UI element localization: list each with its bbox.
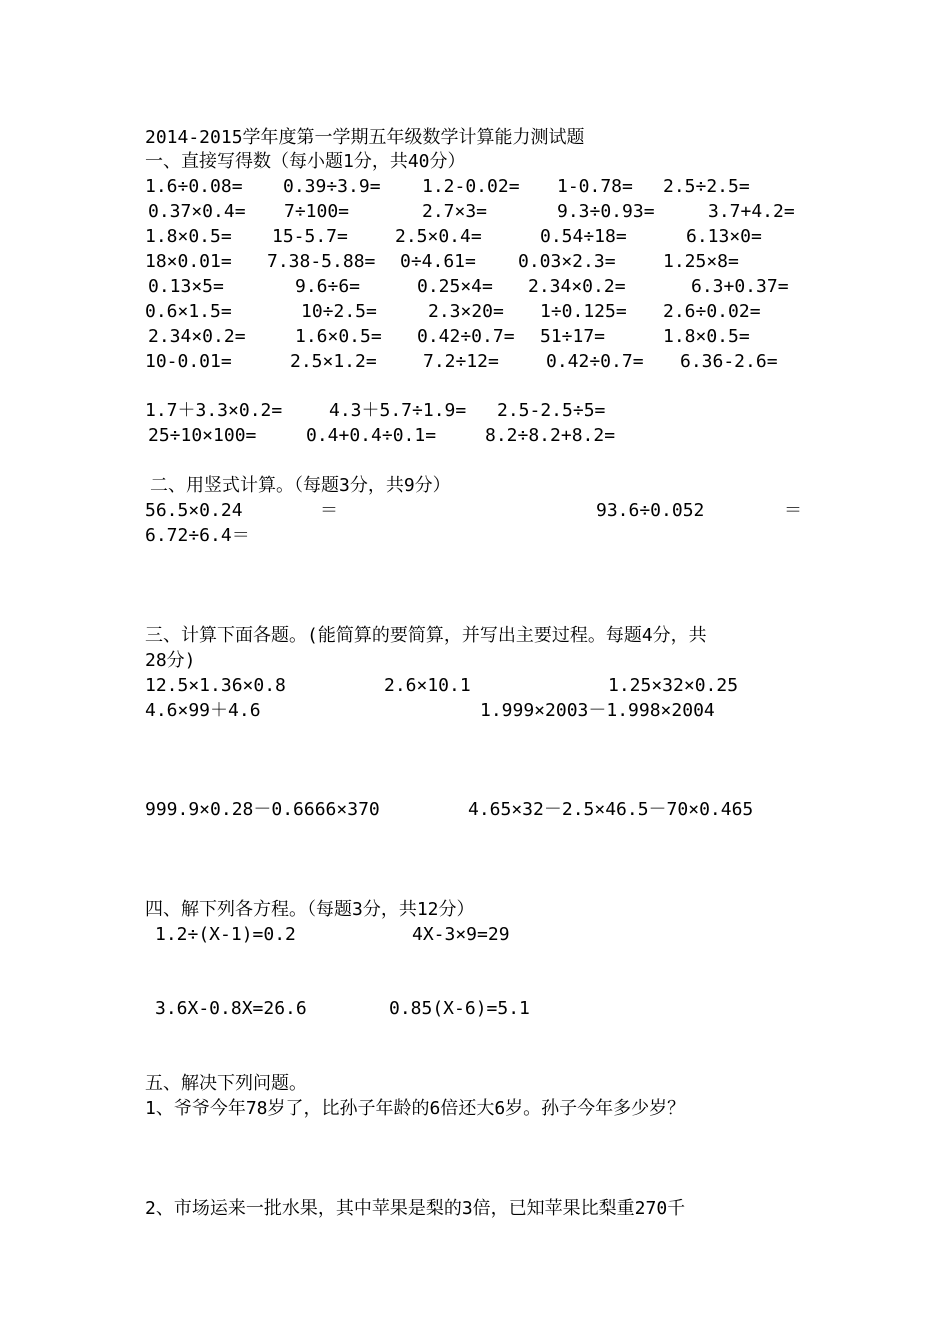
- section-3-heading: 三、计算下面各题。(能简算的要简算，并写出主要过程。每题4分，共: [145, 625, 707, 646]
- problem: 2.34×0.2=: [528, 276, 626, 297]
- problem: 56.5×0.24: [145, 500, 243, 521]
- problem: 2.7×3=: [422, 201, 488, 222]
- problem: 10÷2.5=: [301, 301, 377, 322]
- problem: 1.6÷0.08=: [145, 176, 243, 197]
- problem: 2.3×20=: [428, 301, 504, 322]
- problem: 0.4+0.4÷0.1=: [306, 425, 437, 446]
- problem: 0.37×0.4=: [148, 201, 246, 222]
- problem: 15-5.7=: [272, 226, 348, 247]
- problem: 4.6×99＋4.6: [145, 700, 261, 721]
- equals-sign: ＝: [320, 500, 338, 521]
- problem: 10-0.01=: [145, 351, 232, 372]
- problem: 2.6÷0.02=: [663, 301, 761, 322]
- problem: 6.13×0=: [686, 226, 762, 247]
- problem: 12.5×1.36×0.8: [145, 675, 286, 696]
- problem: 1.7＋3.3×0.2=: [145, 400, 283, 421]
- problem: 3.7+4.2=: [708, 201, 795, 222]
- problem: 4.65×32－2.5×46.5－70×0.465: [468, 799, 754, 820]
- problem: 0.13×5=: [148, 276, 224, 297]
- problem: 9.3÷0.93=: [557, 201, 655, 222]
- problem: 0.25×4=: [417, 276, 493, 297]
- problem: 1.25×8=: [663, 251, 739, 272]
- problem: 2.5-2.5÷5=: [497, 400, 606, 421]
- problem: 51÷17=: [540, 326, 606, 347]
- problem: 999.9×0.28－0.6666×370: [145, 799, 380, 820]
- equation: 0.85(X-6)=5.1: [389, 998, 530, 1019]
- problem: 0.39÷3.9=: [283, 176, 381, 197]
- problem: 1.25×32×0.25: [608, 675, 739, 696]
- problem: 93.6÷0.052: [596, 500, 705, 521]
- problem: 0.42÷0.7=: [417, 326, 515, 347]
- problem: 1.6×0.5=: [295, 326, 382, 347]
- problem: 0.6×1.5=: [145, 301, 232, 322]
- problem: 0÷4.61=: [400, 251, 476, 272]
- problem: 2.5×0.4=: [395, 226, 482, 247]
- problem: 7.38-5.88=: [267, 251, 376, 272]
- problem: 6.72÷6.4＝: [145, 525, 250, 546]
- problem: 2.5×1.2=: [290, 351, 377, 372]
- problem: 1.8×0.5=: [145, 226, 232, 247]
- equation: 1.2÷(X-1)=0.2: [155, 924, 296, 945]
- problem: 2.34×0.2=: [148, 326, 246, 347]
- section-5-heading: 五、解决下列问题。: [145, 1073, 307, 1094]
- problem: 25÷10×100=: [148, 425, 257, 446]
- problem: 2.6×10.1: [384, 675, 471, 696]
- problem: 18×0.01=: [145, 251, 232, 272]
- worksheet-title: 2014-2015学年度第一学期五年级数学计算能力测试题: [145, 127, 585, 148]
- problem: 0.54÷18=: [540, 226, 627, 247]
- problem: 2.5÷2.5=: [663, 176, 750, 197]
- problem: 7.2÷12=: [423, 351, 499, 372]
- section-3-heading-cont: 28分): [145, 650, 196, 671]
- word-problem: 1、爷爷今年78岁了，比孙子年龄的6倍还大6岁。孙子今年多少岁？: [145, 1098, 686, 1119]
- word-problem: 2、市场运来一批水果，其中苹果是梨的3倍，已知苹果比梨重270千: [145, 1198, 686, 1219]
- problem: 7÷100=: [284, 201, 350, 222]
- problem: 1.2-0.02=: [422, 176, 520, 197]
- equation: 4X-3×9=29: [412, 924, 510, 945]
- problem: 4.3＋5.7÷1.9=: [329, 400, 467, 421]
- problem: 9.6÷6=: [295, 276, 361, 297]
- problem: 1-0.78=: [557, 176, 633, 197]
- problem: 1÷0.125=: [540, 301, 627, 322]
- problem: 6.36-2.6=: [680, 351, 778, 372]
- section-1-heading: 一、直接写得数（每小题1分，共40分）: [145, 151, 466, 172]
- problem: 1.999×2003－1.998×2004: [480, 700, 715, 721]
- section-4-heading: 四、解下列各方程。（每题3分，共12分）: [145, 899, 475, 920]
- problem: 0.03×2.3=: [518, 251, 616, 272]
- section-2-heading: 二、用竖式计算。（每题3分，共9分）: [150, 475, 451, 496]
- problem: 1.8×0.5=: [663, 326, 750, 347]
- equals-sign: ＝: [784, 500, 802, 521]
- problem: 0.42÷0.7=: [546, 351, 644, 372]
- equation: 3.6X-0.8X=26.6: [155, 998, 307, 1019]
- problem: 8.2÷8.2+8.2=: [485, 425, 616, 446]
- problem: 6.3+0.37=: [691, 276, 789, 297]
